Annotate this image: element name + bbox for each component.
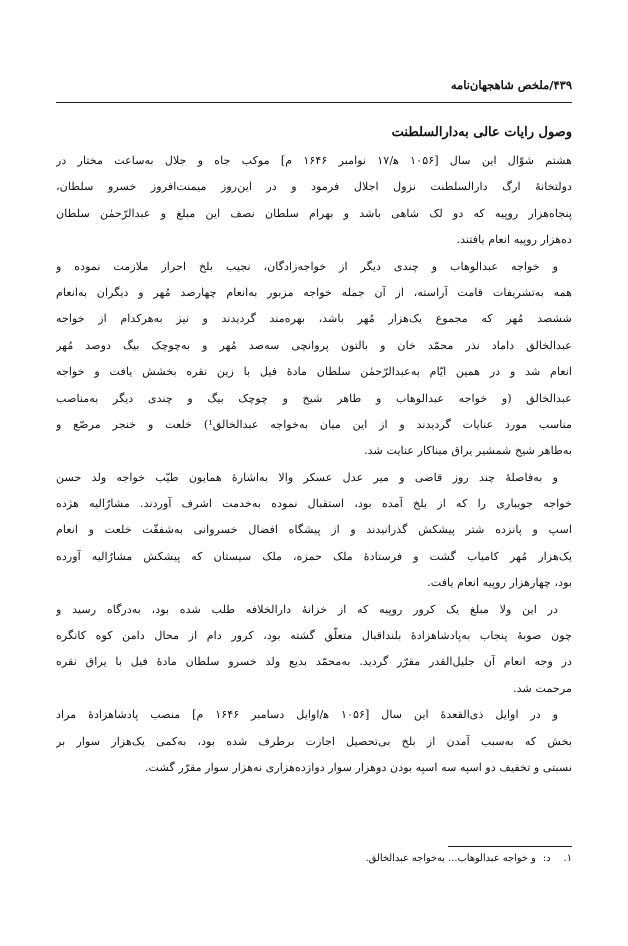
text-line: چون صوبهٔ پنجاب به‌پادشاهزادهٔ بلنداقبال متعلّق گشته بود، کرور دام از محال دامن کوه کانگره (56, 629, 572, 643)
text-line: دولتخانهٔ ارگ دارالسلطنت نزول اجلال فرمود و در این‌روز میمنت‌افروز خسرو سلطان، (56, 180, 572, 194)
paragraph (56, 254, 572, 465)
text-line: عبدالخالق داماد نذر محمّد خان و بالتون پروانچی سه‌صد مُهر و به‌چوچک بیگ دوصد مُهر (56, 338, 572, 352)
header-rule (56, 102, 572, 103)
text-line: به‌طاهر شیخ شمشیر یراق میناکار عنایت شد. (364, 444, 572, 458)
text-line: ده‌هزار روپیه انعام یافتند. (456, 233, 572, 247)
text-line: و در اوایل ذی‌القعدهٔ این سال [۱۰۵۶ ه‍/اوایل دسامبر ۱۶۴۶ م] منصب پادشاهزادهٔ مراد (56, 708, 559, 722)
text-line: یک‌هزار مُهر کامیاب گشت و فرستادهٔ ملک حمزه، ملک سیستان که پیشکش مشارٌالیه آورده (56, 549, 572, 563)
text-line: انعام شد و در همین ایّام به‌عبدالرّحمٰن سلطان مادهٔ فیل با زین نقره بخشش یافت و خواجه (56, 365, 572, 379)
footnote-source: د: (542, 853, 551, 864)
paragraph (56, 597, 572, 703)
text-line: در این ولا مبلغ یک کرور روپیه که از خزانهٔ دارالخلافه طلب شده بود، به‌درگاه رسید و (56, 602, 558, 616)
running-head: ۴۳۹/ملخص شاهجهان‌نامه (450, 78, 572, 92)
footnote-rule (448, 846, 572, 847)
text-line: و خواجه عبدالوهاب و چندی دیگر از خواجه‌زادگان، نجیب بلخ احراز ملازمت نموده و (56, 259, 558, 273)
page-body (56, 116, 572, 781)
text-line: هشتم شوّال این سال [۱۰۵۶ ه‍/۱۷ نوامبر ۱۶۴۶ م] موکب جاه و جلال به‌ساعت مختار در (56, 154, 572, 167)
paragraph (56, 702, 572, 781)
text-line: همه به‌تشریفات قامت آراسته، از آن جمله خواجه مزبور به‌انعام چهارصد مُهر و دیگران به‌انعام (56, 285, 572, 299)
paragraphs (56, 148, 572, 781)
text-line: عبدالخالق (و خواجه عبدالوهاب و طاهر شیخ و چوچک بیگ و چندی دیگر به‌مناصب (56, 391, 572, 405)
text-line: نسبتی و تخفیف دو اسپه سه اسپه بودن دوهزار سوار دوازده‌هزاری نه‌هزار سوار مقرّر گشت. (144, 760, 572, 774)
text-line: مناسب مورد عنایات گردیدند و از این میان به‌خواجه عبدالخالق¹) خلعت و خنجر مرصّع و (56, 417, 572, 431)
section-title: وصول رایات عالی به‌دارالسلطنت (391, 125, 572, 140)
text-line: پنجاه‌هزار روپیه که دو لک شاهی باشد و بهرام سلطان نصف این مبلغ و عبدالرّحمٰن سلطان (56, 206, 572, 220)
footnote-text: و خواجه عبدالوهاب... به‌خواجه عبدالخالق. (365, 853, 536, 864)
footnote (56, 852, 572, 866)
text-line: خواجه جویباری را که از بلخ آمده بود، استقبال نموده به‌خدمت اشرف آوردند. مشارٌالیه هژده (56, 497, 572, 511)
text-line: بود، چهارهزار روپیه انعام یافت. (427, 576, 572, 590)
footnote-number: ۱. (563, 853, 572, 864)
paragraph (56, 148, 572, 254)
text-line: مرحمت شد. (513, 681, 572, 695)
text-line: ششصد مُهر که مجموع یک‌هزار مُهر باشد، بهره‌مند گردیدند و نیز به‌هرکدام از خواجه (56, 312, 572, 326)
text-line: در وجه انعام آن جلیل‌القدر مقرّر گردید. به‌محمّد بدیع ولد خسرو سلطان مادهٔ فیل با یراق نقره (56, 655, 572, 669)
text-line: بخش که به‌سبب آمدن از بلخ بی‌تحصیل اجازت برطرف شده بود، به‌کمی یک‌هزار سوار بر (56, 734, 572, 748)
text-line: و به‌فاصلهٔ چند روز قاضی و میر عدل عسکر والا به‌اشارهٔ همایون طیّب خواجه ولد حسن (56, 470, 558, 484)
text-line: اسپ و پانزده شتر پیشکش گذرانیدند و از پیشگاه افضال خسروانی به‌شفقّت خلعت و انعام (56, 523, 572, 537)
paragraph (56, 465, 572, 597)
